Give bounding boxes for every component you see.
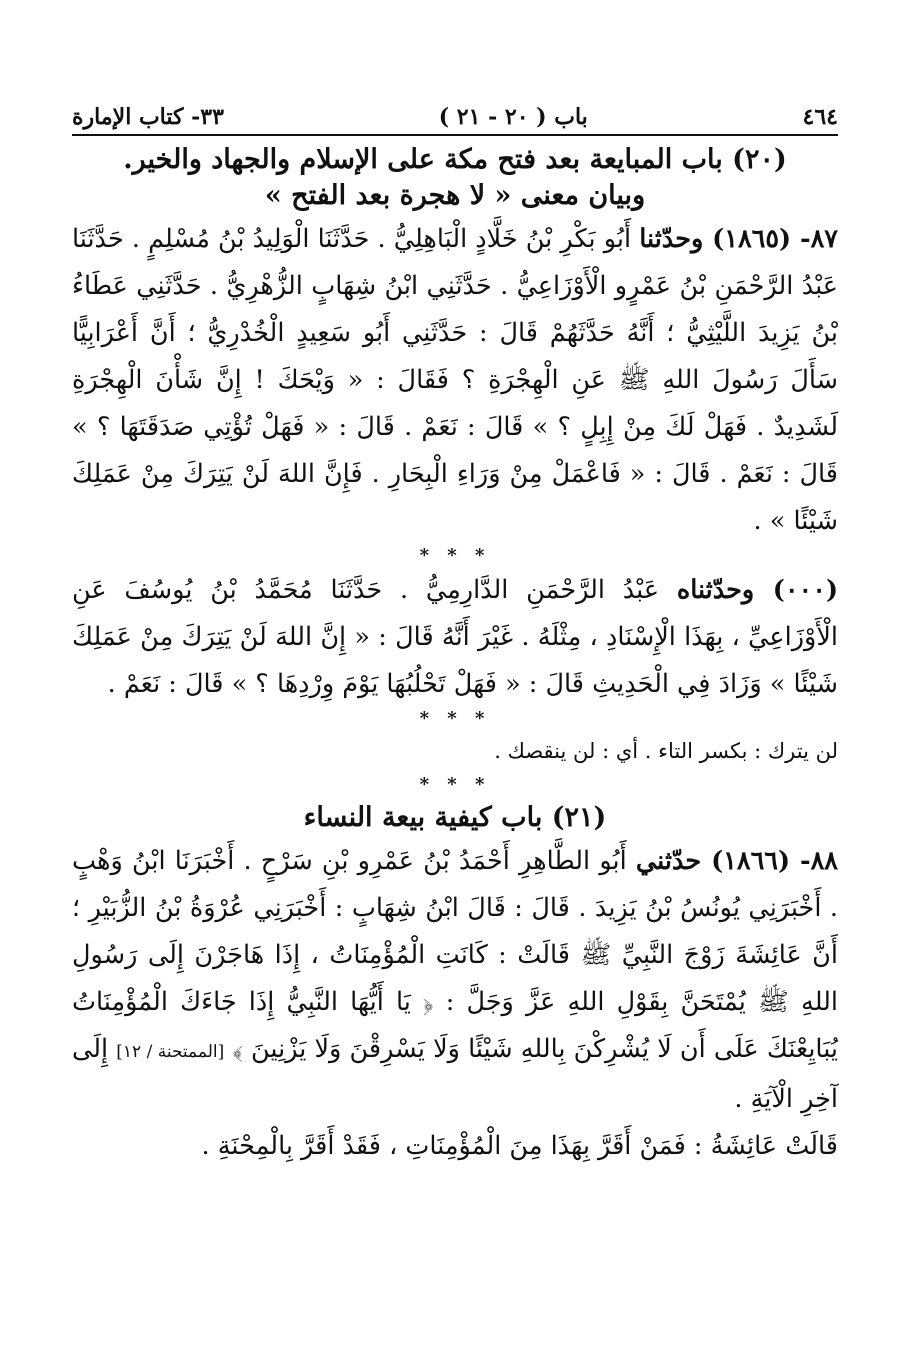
book-page — [72, 104, 838, 1170]
separator-2: * * * — [419, 708, 491, 729]
page-number: ٤٦٤ — [802, 104, 838, 130]
hadith-88 — [72, 838, 838, 1123]
hadith-87 — [72, 216, 838, 545]
quran-citation: [الممتحنة / ١٢] — [116, 1042, 225, 1062]
hadith-88-number: ٨٨- (١٨٦٦) حدّثني — [635, 846, 839, 876]
hadith-repeat-text: عَبْدُ الرَّحْمَنِ الدَّارِمِيُّ . حَدَّثَنَا مُحَمَّدُ بْنُ يُوسُفَ عَنِ الْأَوْزَاعِيِّ ، بِهَذَا الْإِسْنَادِ ، مِثْلَهُ . غَيْرَ أَنَّهُ قَالَ : « إِنَّ اللهَ لَنْ يَتِرَكَ مِنْ عَمَلِكَ شَيْئًا » وَزَادَ فِي الْحَدِيثِ قَالَ : « فَهَلْ تَحْلُبُهَا يَوْمَ وِرْدِهَا ؟ » قَالَ : نَعَمْ . — [72, 575, 838, 699]
chapter-20-title — [72, 142, 838, 214]
separator-1: * * * — [419, 545, 491, 566]
hadith-88-text: أَبُو الطَّاهِرِ أَحْمَدُ بْنُ عَمْرِو بْنِ سَرْحٍ . أَخْبَرَنَا ابْنُ وَهْبٍ . أَخْبَرَنِي يُونُسُ بْنُ يَزِيدَ . قَالَ : قَالَ ابْنُ شِهَابٍ : أَخْبَرَنِي عُرْوَةُ بْنُ الزُّبَيْرِ ؛ أَنَّ عَائِشَةَ زَوْجَ النَّبِيِّ ﷺ قَالَتْ : كَانَتِ الْمُؤْمِنَاتُ ، إِذَا هَاجَرْنَ إِلَى رَسُولِ اللهِ ﷺ يُمْتَحَنَّ بِقَوْلِ اللهِ عَزَّ وَجَلَّ : ﴿ يَا أَيُّهَا النَّبِيُّ إِذَا جَاءَكَ الْمُؤْمِنَاتُ يُبَايِعْنَكَ عَلَى أَن لَا يُشْرِكْنَ بِاللهِ شَيْئًا وَلَا يَسْرِقْنَ وَلَا يَزْنِينَ ﴾ — [72, 846, 838, 1064]
separator-3: * * * — [419, 774, 491, 795]
hadith-repeat-number: (٠٠٠) وحدّثناه — [676, 575, 839, 605]
chapter-21-title: (٢١) باب كيفية بيعة النساء — [303, 802, 607, 833]
hadith-repeat — [72, 567, 838, 708]
chapter-range: باب ( ٢٠ - ٢١ ) — [438, 104, 588, 130]
running-header — [72, 104, 838, 136]
hadith-88-closing: قَالَتْ عَائِشَةُ : فَمَنْ أَقَرَّ بِهَذَا مِنَ الْمُؤْمِنَاتِ ، فَقَدْ أَقَرَّ بِالْمِحْنَةِ . — [201, 1131, 838, 1161]
hadith-88-text-end: إِلَى آخِرِ الْآيَةِ . — [72, 1034, 838, 1114]
book-title: ٣٣- كتاب الإمارة — [72, 104, 224, 130]
hadith-87-text: أَبُو بَكْرِ بْنُ خَلَّادٍ الْبَاهِلِيُّ . حَدَّثَنَا الْوَلِيدُ بْنُ مُسْلِمٍ . حَدَّثَنَا عَبْدُ الرَّحْمَنِ بْنُ عَمْرٍو الْأَوْزَاعِيُّ . حَدَّثَنِي ابْنُ شِهَابٍ الزُّهْرِيُّ . حَدَّثَنِي عَطَاءُ بْنُ يَزِيدَ اللَّيْثِيُّ ؛ أَنَّهُ حَدَّثَهُمْ قَالَ : حَدَّثَنِي أَبُو سَعِيدٍ الْخُدْرِيُّ ؛ أَنَّ أَعْرَابِيًّا سَأَلَ رَسُولَ اللهِ ﷺ عَنِ الْهِجْرَةِ ؟ فَقَالَ : « وَيْحَكَ ! إِنَّ شَأْنَ الْهِجْرَةِ لَشَدِيدٌ . فَهَلْ لَكَ مِنْ إِبِلٍ ؟ » قَالَ : نَعَمْ . قَالَ : « فَهَلْ تُؤْتِي صَدَقَتَهَا ؟ » قَالَ : نَعَمْ . قَالَ : « فَاعْمَلْ مِنْ وَرَاءِ الْبِحَارِ . فَإِنَّ اللهَ لَنْ يَتِرَكَ مِنْ عَمَلِكَ شَيْئًا » . — [72, 224, 838, 536]
footnote: لن يترك : بكسر التاء . أي : لن ينقصك . — [494, 739, 838, 763]
hadith-87-number: ٨٧- (١٨٦٥) وحدّثنا — [639, 224, 838, 254]
chapter-20-title-line2: وبيان معنى « لا هجرة بعد الفتح » — [264, 180, 646, 211]
chapter-20-title-line1: (٢٠) باب المبايعة بعد فتح مكة على الإسلام والجهاد والخير. — [123, 144, 787, 175]
